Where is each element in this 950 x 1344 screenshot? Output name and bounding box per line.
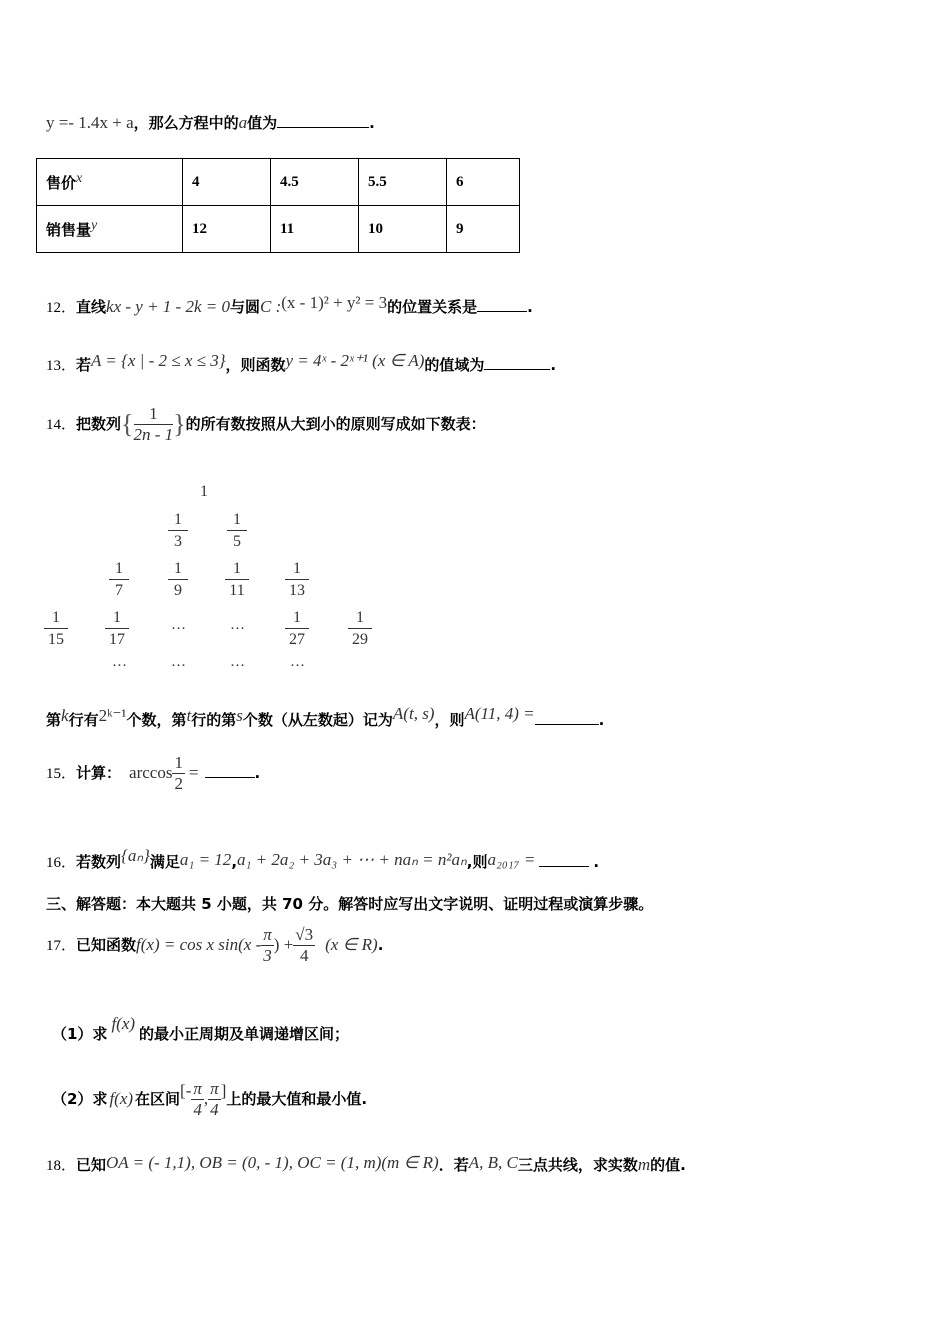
- q17-2-label: （2）求: [52, 1090, 108, 1108]
- q17-part2: [52, 1066, 367, 1124]
- q11-equation: y =- 1.4x + a: [46, 113, 134, 132]
- q13-function: y = 4ˣ - 2ˣ⁺¹ (x ∈ A): [285, 351, 425, 370]
- triangle-dots: …: [230, 654, 245, 670]
- q14-power: 2ᵏ⁻¹: [98, 706, 127, 725]
- q18-m: m: [637, 1155, 651, 1174]
- q17-fraction-pi3: [261, 925, 274, 966]
- numerator: 1: [285, 559, 309, 580]
- q17-2-comma: ,: [203, 1089, 209, 1108]
- q12-answer-blank[interactable]: [477, 297, 527, 312]
- brace-open-icon: {: [121, 409, 134, 439]
- q16-text: 满足: [149, 853, 180, 871]
- table-cell: 5.5: [359, 159, 447, 206]
- q11-var: a: [238, 113, 248, 132]
- q11-text-end: 值为: [247, 114, 278, 132]
- numerator: π: [263, 925, 272, 944]
- q11-line: [46, 112, 375, 134]
- q16-condition-1: a₁ = 12: [179, 850, 232, 869]
- q11-text-mid: ，那么方程中的: [133, 114, 239, 132]
- q14-text: 行有: [68, 711, 99, 729]
- q14-text: 把数列: [76, 415, 122, 433]
- q14-A: A(t, s): [392, 704, 435, 723]
- q14-text: 个数（从左数起）记为: [242, 711, 393, 729]
- triangle-dots: …: [230, 617, 245, 633]
- q12-circle-name: C :: [260, 297, 282, 316]
- q14-text: 个数，第: [126, 711, 187, 729]
- q17-1-f: f(x): [111, 1014, 136, 1033]
- price-label: 售价: [46, 174, 77, 192]
- q13-text: ，则函数: [225, 356, 286, 374]
- q12-text: 的位置关系是: [387, 298, 478, 316]
- q14-question-line: [46, 703, 604, 731]
- numerator: 1: [174, 753, 183, 772]
- q14-answer-blank[interactable]: [535, 710, 599, 725]
- q14-number: 14．: [46, 417, 77, 433]
- q18-line: [46, 1152, 686, 1177]
- q15-text: 计算：: [76, 764, 122, 782]
- q17-domain: (x ∈ R): [325, 935, 378, 954]
- section-heading: 三、解答题：本大题共 5 小题，共 70 分。解答时应写出文字说明、证明过程或演算步骤。: [46, 895, 654, 913]
- table-header-sales: [37, 206, 183, 253]
- denominator: 3: [263, 946, 272, 965]
- q18-text: 的值.: [650, 1156, 686, 1174]
- q14-end: .: [598, 711, 605, 729]
- triangle-dots: …: [290, 654, 305, 670]
- q17-part1: [52, 1013, 349, 1045]
- denominator: 5: [233, 533, 241, 550]
- denominator: 17: [109, 631, 125, 648]
- q12-end: .: [527, 298, 533, 316]
- q17-2-bracket-open: [-: [180, 1081, 192, 1100]
- q12-text: 直线: [76, 298, 107, 316]
- table-cell: 10: [359, 206, 447, 253]
- numerator: 1: [168, 510, 188, 531]
- triangle-item: [168, 510, 188, 553]
- q11-end: .: [369, 114, 375, 132]
- q14-t: t: [186, 706, 192, 725]
- brace-close-icon: }: [173, 409, 186, 439]
- q13-text: 的值域为: [424, 356, 485, 374]
- q17-2-fraction: [191, 1079, 204, 1120]
- table-row: [37, 159, 520, 206]
- table-header-price: [37, 159, 183, 206]
- q18-text: ．若: [438, 1156, 469, 1174]
- q13-line: [46, 350, 556, 377]
- q17-number: 17．: [46, 938, 77, 954]
- triangle-item: [227, 510, 247, 553]
- numerator: √3: [295, 925, 314, 944]
- q17-end: .: [377, 936, 384, 954]
- q17-1-text: 的最小正周期及单调递增区间；: [139, 1025, 350, 1043]
- q14-text: 第: [46, 711, 62, 729]
- q15-equals: =: [188, 763, 199, 782]
- table-cell: 4.5: [271, 159, 359, 206]
- numerator: 1: [225, 559, 249, 580]
- q17-2-f: f(x): [109, 1089, 134, 1108]
- numerator: 1: [348, 608, 372, 629]
- q15-arccos: arccos: [129, 763, 173, 782]
- numerator: 1: [285, 608, 309, 629]
- q17-2-text: 上的最大值和最小值.: [226, 1090, 368, 1108]
- q15-fraction: [172, 753, 185, 794]
- q17-line: [46, 920, 383, 971]
- numerator: 1: [44, 608, 68, 629]
- q14-sequence-fraction: [134, 404, 174, 445]
- q15-number: 15．: [46, 766, 77, 782]
- numerator: 1: [105, 608, 129, 629]
- q16-comma: ,: [231, 853, 238, 871]
- denominator: 29: [352, 631, 368, 648]
- table-cell: 6: [447, 159, 520, 206]
- q13-number: 13．: [46, 358, 77, 374]
- table-cell: 12: [183, 206, 271, 253]
- triangle-item: [109, 559, 129, 602]
- numerator: 1: [109, 559, 129, 580]
- q17-close: ) +: [273, 935, 294, 954]
- q15-end: .: [254, 764, 261, 782]
- q16-answer-blank[interactable]: [539, 852, 589, 867]
- triangle-item: [44, 608, 68, 651]
- sales-label: 销售量: [46, 221, 92, 239]
- q14-seq-numerator: 1: [134, 404, 174, 425]
- triangle-dots: …: [112, 654, 127, 670]
- q12-text: 与圆: [229, 298, 260, 316]
- table-row: [37, 206, 520, 253]
- price-sales-table: [36, 158, 520, 253]
- q13-end: .: [550, 356, 557, 374]
- q16-condition-2: a₁ + 2a₂ + 3a₃ + ⋯ + naₙ = n²aₙ: [237, 850, 467, 869]
- q12-line: [46, 292, 533, 319]
- q17-1-label: （1）求: [52, 1025, 108, 1043]
- denominator: 13: [289, 582, 305, 599]
- q18-text: 三点共线，求实数: [517, 1156, 638, 1174]
- q17-2-bracket-close: ]: [220, 1081, 227, 1100]
- q18-number: 18．: [46, 1158, 77, 1174]
- q16-text: ,则: [466, 853, 488, 871]
- triangle-item: [225, 559, 249, 602]
- numerator: π: [193, 1079, 202, 1098]
- q14-s: s: [236, 706, 243, 725]
- q12-number: 12．: [46, 300, 77, 316]
- q17-2-text: 在区间: [135, 1090, 181, 1108]
- price-var: x: [76, 171, 83, 186]
- q15-line: [46, 750, 260, 797]
- q15-answer-blank[interactable]: [205, 763, 255, 778]
- q18-text: 已知: [76, 1156, 107, 1174]
- triangle-item: [348, 608, 372, 651]
- denominator: 2: [174, 774, 183, 793]
- table-cell: 9: [447, 206, 520, 253]
- denominator: 11: [229, 582, 245, 599]
- q13-text: 若: [76, 356, 92, 374]
- denominator: 4: [299, 946, 309, 965]
- numerator: 1: [227, 510, 247, 531]
- q14-text: 行的第: [191, 711, 237, 729]
- q14-seq-denominator: 2n - 1: [133, 425, 174, 444]
- triangle-dots: …: [171, 617, 186, 633]
- q14-k: k: [61, 706, 69, 725]
- q12-circle-equation: (x - 1)² + y² = 3: [281, 293, 388, 312]
- q17-function: f(x) = cos x sin(x -: [136, 935, 262, 954]
- triangle-item: 1: [200, 483, 208, 500]
- denominator: 4: [210, 1100, 219, 1119]
- denominator: 3: [174, 533, 182, 550]
- denominator: 4: [193, 1100, 202, 1119]
- q16-number: 16．: [46, 855, 77, 871]
- triangle-item: [285, 608, 309, 651]
- q12-line-equation: kx - y + 1 - 2k = 0: [106, 297, 230, 316]
- q18-points: A, B, C: [468, 1153, 518, 1172]
- q14-line: [46, 398, 486, 451]
- denominator: 9: [174, 582, 182, 599]
- denominator: 27: [289, 631, 305, 648]
- q16-text: 若数列: [76, 853, 122, 871]
- numerator: π: [210, 1079, 219, 1098]
- triangle-item: [168, 559, 188, 602]
- q18-vectors: OA = (- 1,1), OB = (0, - 1), OC = (1, m)(m ∈ R): [106, 1153, 439, 1172]
- triangle-item: [105, 608, 129, 651]
- denominator: 15: [48, 631, 64, 648]
- q17-text: 已知函数: [76, 936, 137, 954]
- q16-target: a₂₀₁₇ =: [487, 850, 536, 869]
- q14-A-target: A(11, 4) =: [464, 704, 535, 723]
- table-cell: 11: [271, 206, 359, 253]
- q11-answer-blank[interactable]: [277, 113, 369, 128]
- q17-2-fraction: [208, 1079, 221, 1120]
- q13-set: A = {x | - 2 ≤ x ≤ 3}: [91, 351, 226, 370]
- triangle-dots: …: [171, 654, 186, 670]
- q14-text: ，则: [434, 711, 465, 729]
- sales-var: y: [91, 218, 98, 233]
- table-cell: 4: [183, 159, 271, 206]
- q16-sequence: {aₙ}: [121, 846, 150, 865]
- q17-fraction-sqrt3: [293, 925, 315, 966]
- q14-text: 的所有数按照从大到小的原则写成如下数表：: [185, 415, 486, 433]
- denominator: 7: [115, 582, 123, 599]
- q16-end: .: [593, 853, 600, 871]
- q13-answer-blank[interactable]: [484, 355, 550, 370]
- numerator: 1: [168, 559, 188, 580]
- q16-line: [46, 845, 599, 874]
- triangle-item: [285, 559, 309, 602]
